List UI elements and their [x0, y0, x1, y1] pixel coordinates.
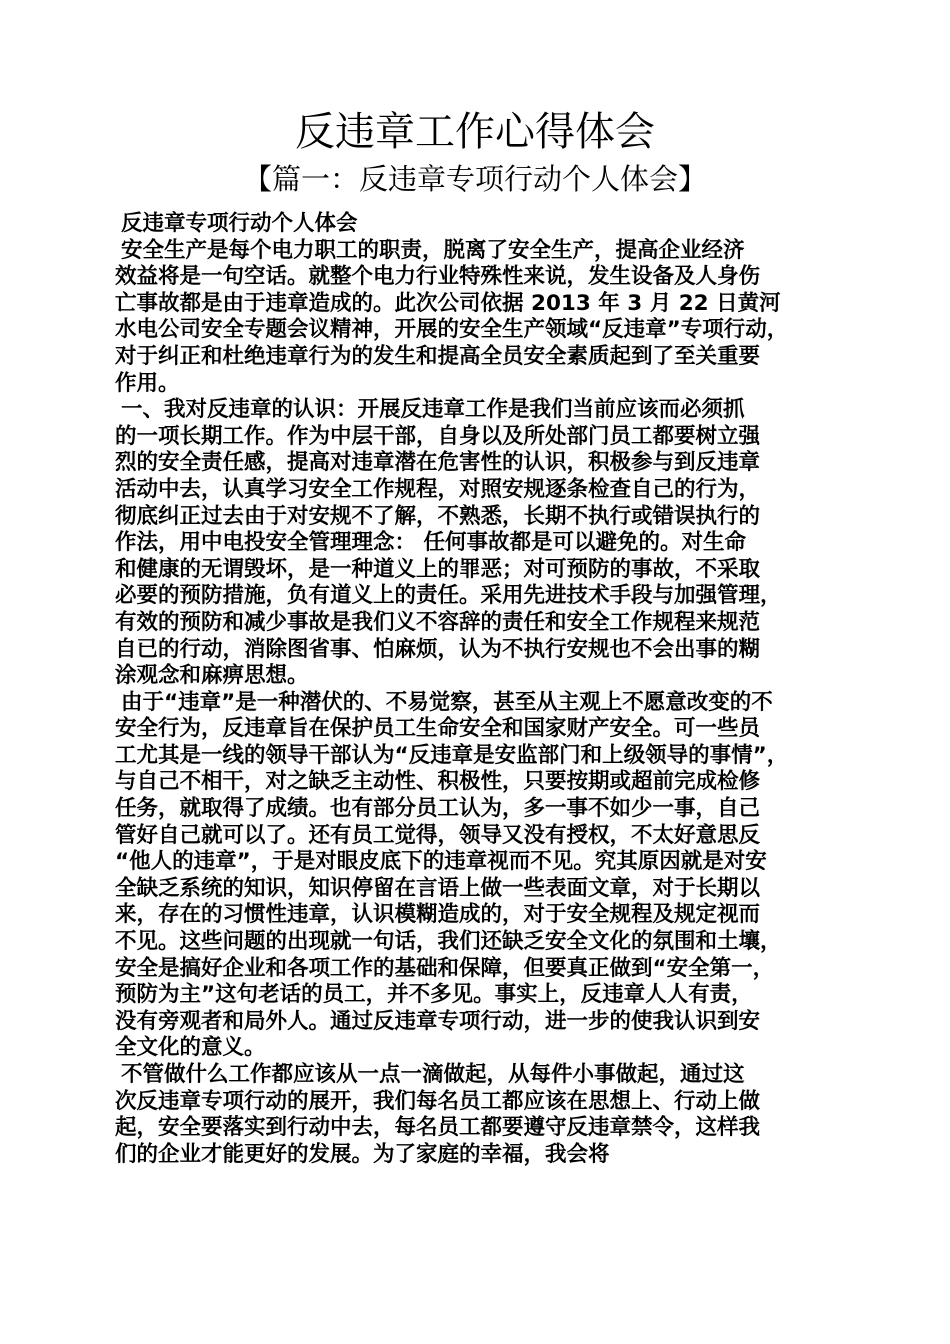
- body-line: 来，存在的习惯性违章，认识模糊造成的，对于安全规程及规定视而: [115, 902, 761, 928]
- body-line: 彻底纠正过去由于对安规不了解，不熟悉，长期不执行或错误执行的: [115, 503, 761, 529]
- body-line: 不见。这些问题的出现就一句话，我们还缺乏安全文化的氛围和土壤，: [115, 929, 782, 955]
- body-line: 亡事故都是由于违章造成的。此次公司依据 2013 年 3 月 22 日黄河: [115, 290, 781, 316]
- body-line: 们的企业才能更好的发展。为了家庭的幸福，我会将: [115, 1141, 610, 1167]
- body-line: 的一项长期工作。作为中层干部，自身以及所处部门员工都要树立强: [115, 423, 761, 449]
- body-line: 起，安全要落实到行动中去，每名员工都要遵守反违章禁令，这样我: [115, 1115, 761, 1141]
- body-line: 全文化的意义。: [115, 1035, 266, 1061]
- document-subtitle: 【篇一：反违章专项行动个人体会】: [242, 162, 707, 196]
- body-line: 任务，就取得了成绩。也有部分员工认为，多一事不如少一事，自己: [115, 796, 761, 822]
- body-line: 效益将是一句空话。就整个电力行业特殊性来说，发生设备及人身伤: [115, 264, 761, 290]
- body-line: 必要的预防措施，负有道义上的责任。采用先进技术手段与加强管理，: [115, 583, 782, 609]
- body-line: 作用。: [115, 370, 180, 396]
- body-line: 和健康的无谓毁坏，是一种道义上的罪恶；对可预防的事故，不采取: [115, 556, 761, 582]
- body-line: 不管做什么工作都应该从一点一滴做起，从每件小事做起，通过这: [121, 1062, 745, 1087]
- body-line: 涂观念和麻痹思想。: [115, 663, 309, 689]
- body-line: 有效的预防和减少事故是我们义不容辞的责任和安全工作规程来规范: [115, 609, 761, 635]
- document-title: 反违章工作心得体会: [295, 109, 655, 155]
- body-line: 作法，用中电投安全管理理念： 任何事故都是可以避免的。对生命: [115, 530, 746, 556]
- body-line: 与自己不相干，对之缺乏主动性、积极性，只要按期或超前完成检修: [115, 769, 761, 795]
- body-line: “他人的违章”，于是对眼皮底下的违章视而不见。究其原因就是对安: [115, 849, 767, 875]
- body-line: 活动中去，认真学习安全工作规程，对照安规逐条检查自己的行为，: [115, 476, 761, 502]
- body-line: 管好自己就可以了。还有员工觉得，领导又没有授权，不太好意思反: [115, 822, 761, 848]
- body-line: 对于纠正和杜绝违章行为的发生和提高全员安全素质起到了至关重要: [115, 343, 761, 369]
- body-line: 一、我对反违章的认识：开展反违章工作是我们当前应该而必须抓: [121, 397, 745, 423]
- body-line: 由于“违章”是一种潜伏的、不易觉察，甚至从主观上不愿意改变的不: [121, 689, 773, 715]
- body-line: 没有旁观者和局外人。通过反违章专项行动，进一步的使我认识到安: [115, 1008, 761, 1034]
- document-body: [115, 211, 855, 1168]
- body-line: 安全生产是每个电力职工的职责，脱离了安全生产，提高企业经济: [121, 237, 745, 263]
- body-line: 水电公司安全专题会议精神，开展的安全生产领域“反违章”专项行动，: [115, 317, 789, 343]
- body-line: 反违章专项行动个人体会: [121, 211, 358, 236]
- body-line: 预防为主”这句老话的员工，并不多见。事实上，反违章人人有责，: [115, 982, 753, 1008]
- body-line: 自已的行动，消除图省事、怕麻烦，认为不执行安规也不会出事的糊: [115, 636, 761, 662]
- body-line: 安全是搞好企业和各项工作的基础和保障，但要真正做到“安全第一，: [115, 955, 775, 981]
- body-line: 烈的安全责任感，提高对违章潜在危害性的认识，积极参与到反违章: [115, 450, 761, 476]
- body-line: 全缺乏系统的知识，知识停留在言语上做一些表面文章，对于长期以: [115, 875, 761, 901]
- body-line: 次反违章专项行动的展开，我们每名员工都应该在思想上、行动上做: [115, 1088, 761, 1114]
- body-line: 工尤其是一线的领导干部认为“反违章是安监部门和上级领导的事情”，: [115, 742, 789, 768]
- body-line: 安全行为，反违章旨在保护员工生命安全和国家财产安全。可一些员: [115, 716, 761, 742]
